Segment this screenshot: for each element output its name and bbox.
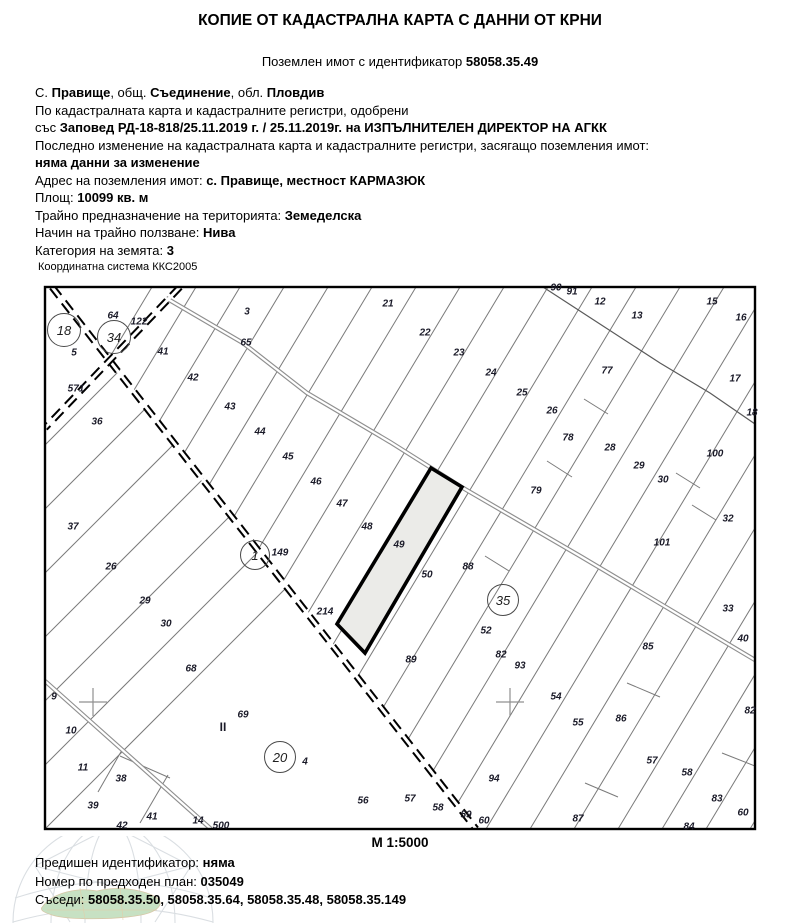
parcel-number-label: 28: [604, 442, 616, 454]
label-text: със: [35, 120, 60, 135]
parcel-number-label: 44: [254, 426, 266, 438]
parcel-number-label: 16: [735, 312, 747, 324]
value-text: няма данни за изменение: [35, 155, 200, 170]
parcel-number-label: 54: [550, 691, 562, 703]
parcel-number-label: 26: [105, 561, 117, 573]
parcel-number-label: 85: [642, 641, 654, 653]
parcel-number-label: 15: [706, 296, 718, 308]
parcel-number-label: 52: [480, 625, 492, 637]
parcel-number-label: 59: [460, 809, 472, 821]
parcel-number-label: 86: [615, 713, 627, 725]
parcel-number-label: 24: [485, 367, 497, 379]
label-text: Категория на земята:: [35, 242, 167, 258]
label-text: Площ:: [35, 190, 78, 205]
parcel-line: [43, 287, 240, 829]
parcel-number-label: 41: [157, 346, 169, 358]
parcel-number-label: 78: [562, 432, 574, 444]
massif-circle: 34: [97, 320, 131, 354]
text-line: [35, 242, 785, 260]
parcel-number-label: 38: [115, 773, 127, 785]
parcel-line: [90, 287, 416, 829]
parcel-line: [178, 287, 507, 829]
parcel-number-label: 58: [681, 767, 693, 779]
parcel-number-label: 23: [453, 347, 465, 359]
parcel-number-label: 45: [282, 451, 294, 463]
label-text: Номер по предходен план:: [35, 873, 201, 889]
label-text: Трайно предназначение на територията:: [35, 207, 285, 223]
parcel-number-label: 90: [550, 282, 562, 294]
parcel-number-label: 50: [421, 569, 433, 581]
parcel-line: [45, 285, 429, 509]
parcel-line: [574, 287, 757, 829]
label-text: , обл.: [230, 85, 267, 100]
text-line: [35, 854, 406, 873]
parcel-number-label: 93: [514, 660, 526, 672]
parcel-number-label: 21: [382, 298, 394, 310]
text-line: [35, 84, 785, 102]
label-text: По кадастралната карта и кадастралните регистри, одобрени: [35, 102, 409, 118]
label-text: Съседи:: [35, 892, 89, 907]
parcel-number-label: 18: [746, 407, 758, 419]
parcel-number-label: 69: [237, 709, 249, 721]
map-scale: М 1:5000: [371, 835, 429, 850]
parcel-number-label: 47: [336, 498, 348, 510]
parcel-number-label: 33: [722, 603, 734, 615]
value-text: 58058.35.50, 58058.35.64, 58058.35.48, 58058.35.149: [88, 892, 407, 907]
value-text: 3: [166, 242, 174, 258]
parcel-number-label: 4: [302, 756, 308, 768]
parcel-number-label: 25: [516, 387, 528, 399]
value-text: Съединение: [150, 85, 231, 100]
label-text: , общ.: [110, 85, 151, 100]
parcel-number-label: 17: [729, 373, 741, 385]
parcel-number-label: 42: [116, 820, 128, 832]
parcel-number-label: 48: [361, 521, 373, 533]
parcel-number-label: 13: [631, 310, 643, 322]
parcel-line: [706, 287, 757, 829]
parcel-number-label: 11: [77, 762, 89, 774]
text-line: [35, 224, 785, 242]
parcel-number-label: 46: [310, 476, 322, 488]
massif-circle: 20: [264, 741, 296, 773]
label-text: Адрес на поземления имот:: [35, 172, 207, 188]
parcel-number-label: 42: [187, 372, 199, 384]
cadastral-map-drawing: [43, 282, 757, 832]
text-line: [35, 873, 406, 892]
parcel-number-label: 9: [51, 691, 57, 703]
value-text: Земеделска: [284, 207, 362, 223]
text-line: [35, 172, 785, 190]
parcel-number-label: 58: [432, 802, 444, 814]
parcel-number-label: 82: [495, 649, 507, 661]
parcel-number-label: 37: [67, 521, 79, 533]
parcel-number-label: 57: [646, 755, 658, 767]
parcel-number-label: 91: [566, 286, 578, 298]
parcel-number-label: 32: [722, 513, 734, 525]
parcel-number-label: 68: [185, 663, 197, 675]
value-text: 10099 кв. м: [77, 190, 149, 205]
roman-numeral-label: II: [219, 720, 227, 734]
grid-cross: [79, 688, 107, 716]
parcel-number-label: 84: [683, 821, 695, 833]
text-line: [35, 189, 785, 207]
document-title: КОПИЕ ОТ КАДАСТРАЛНА КАРТА С ДАННИ ОТ КРНИ: [198, 12, 602, 29]
value-text: няма: [202, 855, 235, 870]
parcel-number-label: 83: [711, 793, 723, 805]
footer-info-block: [35, 854, 406, 910]
parcel-number-label: 122: [130, 316, 148, 328]
grid-crosses: [79, 688, 524, 716]
massif-boundary-line: [543, 287, 758, 424]
parcel-line: [618, 287, 757, 829]
property-info-block: [35, 84, 785, 259]
parcel-number-label: 57: [404, 793, 416, 805]
parcel-number-label: 64: [107, 310, 119, 322]
coordinate-system-label: Координатна система ККС2005: [38, 261, 198, 273]
text-line: [35, 102, 785, 120]
parcel-line: [43, 287, 284, 829]
label-text: Начин на трайно ползване:: [35, 225, 204, 240]
value-text: 035049: [200, 873, 244, 889]
parcel-number-label: 49: [393, 539, 405, 551]
parcel-number-label: 77: [601, 365, 613, 377]
grid-cross: [496, 688, 524, 716]
parcel-number-label: 39: [87, 800, 99, 812]
parcel-number-label: 100: [706, 448, 724, 460]
massif-circle: 35: [487, 584, 519, 616]
parcel-number-label: 56: [357, 795, 369, 807]
parcel-number-label: 12: [594, 296, 606, 308]
parcel-line: [266, 287, 592, 829]
parcel-line: [530, 287, 757, 829]
parcel-number-label: 36: [91, 416, 103, 428]
parcel-number-label: 29: [139, 595, 151, 607]
parcel-number-label: 149: [271, 547, 289, 559]
value-text: Правище: [51, 85, 111, 100]
parcel-number-label: 5: [71, 347, 77, 359]
parcel-number-label: 55: [572, 717, 584, 729]
parcel-number-label: 60: [737, 807, 749, 819]
value-text: с. Правище, местност КАРМАЗЮК: [206, 172, 426, 188]
parcel-number-label: 101: [653, 537, 671, 549]
value-text: Пловдив: [266, 85, 325, 100]
label-text: Последно изменение на кадастралната карта и кадастралните регистри, засягащо поземления имот:: [35, 137, 650, 153]
text-line: [35, 207, 785, 225]
parcel-number-label: 94: [488, 773, 500, 785]
parcel-number-label: 41: [146, 811, 158, 823]
label-text: С.: [35, 85, 52, 100]
parcel-number-label: 88: [462, 561, 474, 573]
parcel-number-label: 65: [240, 337, 252, 349]
text-line: [35, 154, 785, 172]
parcel-number-label: 3: [244, 306, 250, 318]
text-line: [35, 119, 785, 137]
value-text: Заповед РД-18-818/25.11.2019 г. / 25.11.2019г. на ИЗПЪЛНИТЕЛЕН ДИРЕКТОР НА АГКК: [59, 120, 607, 135]
parcel-number-label: 30: [160, 618, 172, 630]
parcel-line: [442, 287, 757, 829]
parcel-number-label: 214: [316, 606, 334, 618]
massif-circle: 18: [47, 313, 81, 347]
parcel-number-label: 79: [530, 485, 542, 497]
parcel-number-label: 26: [546, 405, 558, 417]
highlighted-parcel-49: [337, 468, 462, 653]
parcel-identifier: 58058.35.49: [465, 54, 539, 69]
parcel-number-label: 60: [478, 815, 490, 827]
parcel-number-label: 571: [67, 383, 85, 395]
text-line: [35, 137, 785, 155]
parcel-number-label: 82: [744, 705, 756, 717]
parcel-number-label: 40: [737, 633, 749, 645]
subtitle-prefix: Поземлен имот с идентификатор: [261, 54, 463, 69]
massif-circle: 1: [240, 540, 270, 570]
parcel-number-label: 14: [192, 815, 204, 827]
parcel-number-label: 29: [633, 460, 645, 472]
parcel-line: [43, 287, 328, 829]
parcel-number-label: 500: [212, 820, 230, 832]
parcel-number-label: 10: [65, 725, 77, 737]
parcel-number-label: 87: [572, 813, 584, 825]
parcel-number-label: 30: [657, 474, 669, 486]
parcel-line: [486, 287, 757, 829]
label-text: Предишен идентификатор:: [35, 855, 203, 870]
parcel-line: [46, 287, 372, 829]
value-text: Нива: [203, 225, 236, 240]
parcel-number-label: 43: [224, 401, 236, 413]
parcel-number-label: 89: [405, 654, 417, 666]
text-line: [35, 891, 406, 910]
parcel-number-label: 22: [419, 327, 431, 339]
document-subtitle: [0, 54, 800, 69]
parcel-line: [398, 287, 724, 829]
parcel-line: [662, 287, 757, 829]
